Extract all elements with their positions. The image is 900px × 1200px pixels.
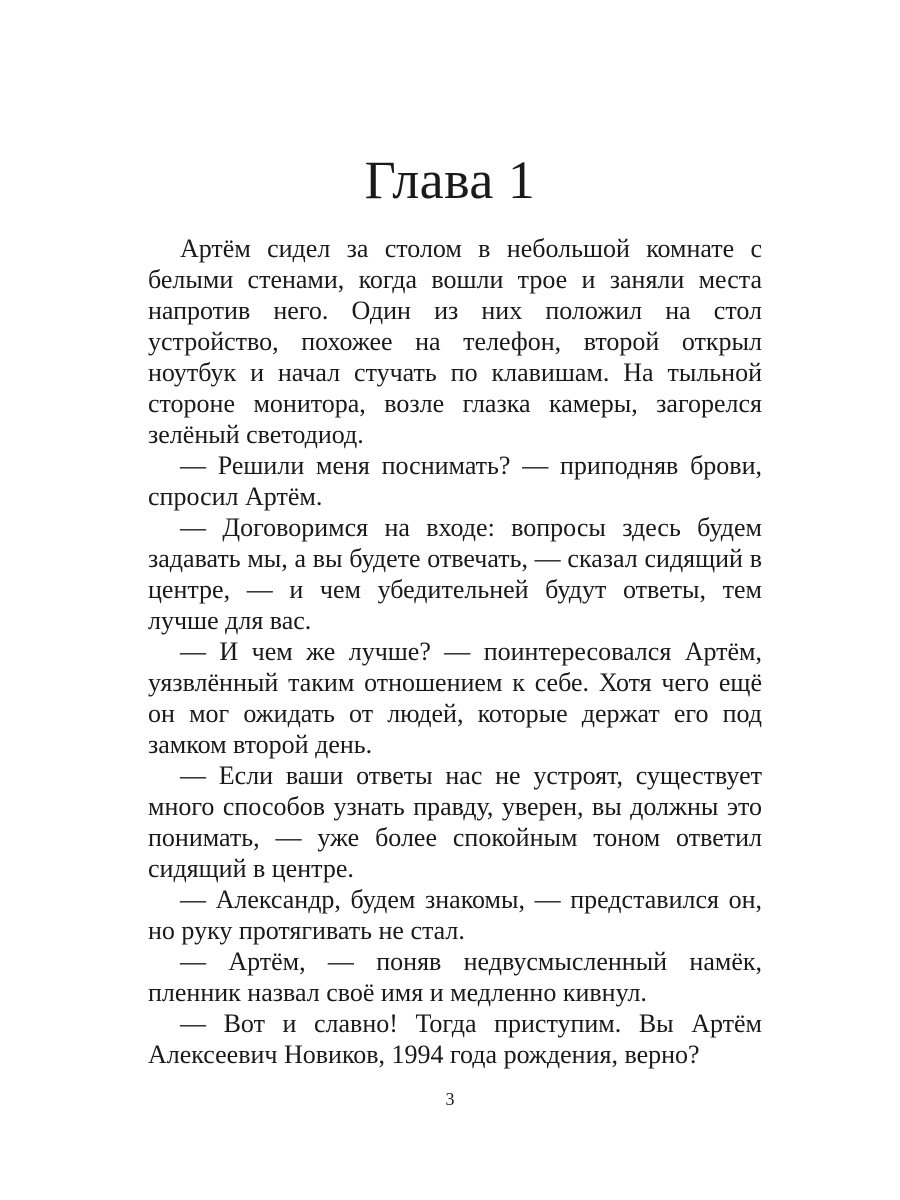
paragraph: — Договоримся на входе: вопросы здесь будем задавать мы, а вы будете отвечать, — сказал сидящий в центре, — и чем убедительней будут ответы, тем лучше для вас.: [148, 513, 762, 635]
page-number: 3: [445, 1089, 455, 1109]
paragraph: — Александр, будем знакомы, — представился он, но руку протягивать не стал.: [148, 885, 762, 945]
paragraph: — И чем же лучше? — поинтересовался Артём, уязвлённый таким отношением к себе. Хотя чего ещё он мог ожидать от людей, которые держат его под замком второй день.: [148, 637, 762, 759]
paragraph: — Если ваши ответы нас не устроят, существует много способов узнать правду, уверен, вы должны это понимать, — уже более спокойным тоном ответил сидящий в центре.: [148, 761, 762, 883]
paragraph: — Вот и славно! Тогда приступим. Вы Артём Алексеевич Новиков, 1994 года рождения, верно?: [148, 1009, 762, 1069]
chapter-title: Глава 1: [364, 150, 536, 210]
body-text: [148, 233, 762, 1070]
paragraph: — Артём, — поняв недвусмысленный намёк, пленник назвал своё имя и медленно кивнул.: [148, 947, 762, 1007]
paragraph: — Решили меня поснимать? — приподняв брови, спросил Артём.: [148, 451, 762, 511]
paragraph: Артём сидел за столом в небольшой комнате с белыми стенами, когда вошли трое и заняли места напротив него. Один из них положил на стол устройство, похожее на телефон, второй открыл ноутбук и начал стучать по клавишам. На тыльной стороне монитора, возле глазка камеры, загорелся зелёный светодиод.: [148, 234, 762, 449]
